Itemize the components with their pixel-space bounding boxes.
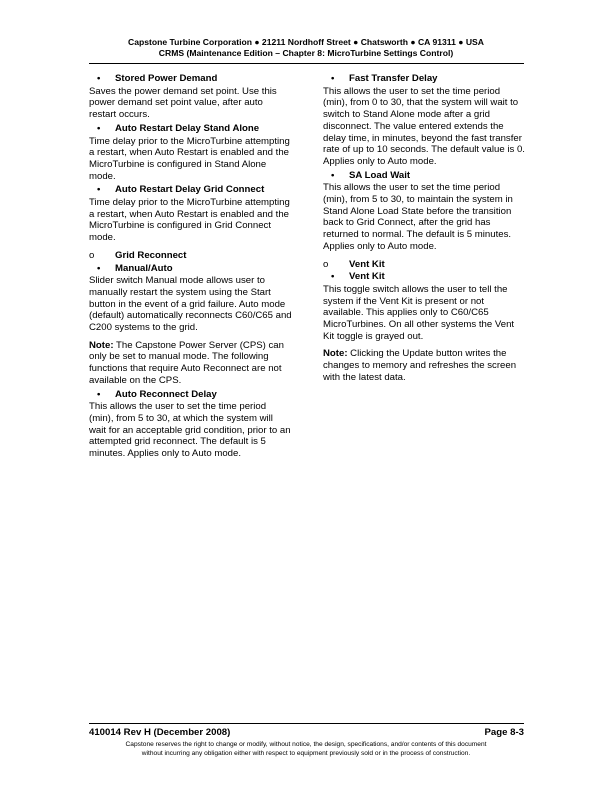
fast-transfer-delay-text: This allows the user to set the time period (min), from 0 to 30, that the system will wait to switch to Stand Alone mode after a grid disconnect. The value entered extends the delay time, in minutes, beyond the fast transfer rate of up to 10 seconds. The default value is 0. Applies only to Auto mode. xyxy=(323,85,525,167)
bullet-icon: • xyxy=(331,169,335,181)
circle-bullet-icon: o xyxy=(89,249,95,261)
right-note xyxy=(323,348,525,383)
heading-text: Stored Power Demand xyxy=(115,73,218,84)
left-column xyxy=(89,73,292,466)
bullet-icon: • xyxy=(97,122,101,134)
heading-auto-reconnect-delay xyxy=(89,389,292,401)
heading-text: Auto Restart Delay Stand Alone xyxy=(115,122,260,134)
bullet-icon: • xyxy=(97,184,101,196)
bullet-icon: • xyxy=(97,262,101,274)
heading-fast-transfer-delay xyxy=(323,73,525,85)
auto-restart-grid-connect-text: Time delay prior to the MicroTurbine attempting a restart, when Auto Restart is enabled and the MicroTurbine is configured in Grid Connect mode. xyxy=(89,197,290,244)
heading-text: SA Load Wait xyxy=(349,169,411,181)
auto-reconnect-delay-text: This allows the user to set the time period (min), from 5 to 30, at which the system will wait for an acceptable grid condition, prior to an attempted grid reconnect. The default is 5 minutes. Applies only to Auto mode. xyxy=(89,401,291,460)
stored-power-demand-text: Saves the power demand set point. Use this power demand set point value, after auto restart occurs. xyxy=(89,85,277,121)
bullet-icon: • xyxy=(97,73,101,84)
vent-kit-text: This toggle switch allows the user to tell the system if the Vent Kit is present or not available. This applies only to C60/C65 MicroTurbines. On all other systems the Vent Kit toggle is grayed out. xyxy=(323,283,515,342)
heading-text: Auto Restart Delay Grid Connect xyxy=(115,184,265,196)
note-text: The Capstone Power Server (CPS) can only be set to manual mode. The following functions that require Auto Reconnect are not available on the CPS. xyxy=(89,339,284,386)
heading-text: Auto Reconnect Delay xyxy=(115,388,217,400)
left-note xyxy=(89,340,292,387)
bullet-icon: • xyxy=(331,271,335,283)
document-id: 410014 Rev H (December 2008) xyxy=(89,727,231,738)
heading-text: Vent Kit xyxy=(349,271,385,283)
heading-vent-kit-section xyxy=(323,259,525,271)
heading-auto-restart-stand-alone xyxy=(89,123,292,135)
footer-rule xyxy=(89,723,524,724)
heading-auto-restart-grid-connect xyxy=(89,184,292,196)
heading-grid-reconnect xyxy=(89,250,292,262)
page-header xyxy=(0,37,612,59)
note-label: Note: xyxy=(323,348,348,360)
manual-auto-text: Slider switch Manual mode allows user to manually restart the system using the Start button in the event of a grid failure. Auto mode (default) automatically reconnects C60/C65 and C200 systems to the grid. xyxy=(89,275,292,334)
auto-restart-stand-alone-text: Time delay prior to the MicroTurbine attempting a restart, when Auto Restart is enabled and the MicroTurbine is configured in Stand Alone mode. xyxy=(89,135,290,182)
sa-load-wait-text: This allows the user to set the time period (min), from 5 to 30, to maintain the system in Stand Alone Load State before the transition back to Grid Connect, after the grid has returned to normal. The default is 5 minutes. Applies only to Auto mode. xyxy=(323,182,513,252)
disclaimer-line-1: Capstone reserves the right to change or modify, without notice, the design, specifications, and/or contents of this document xyxy=(125,741,487,748)
header-chapter: CRMS (Maintenance Edition – Chapter 8: MicroTurbine Settings Control) xyxy=(158,48,454,58)
right-column xyxy=(323,73,525,390)
heading-manual-auto xyxy=(89,263,292,275)
bullet-icon: • xyxy=(97,388,101,400)
header-address: Capstone Turbine Corporation ● 21211 Nordhoff Street ● Chatsworth ● CA 91311 ● USA xyxy=(128,37,484,47)
heading-text: Fast Transfer Delay xyxy=(349,73,438,84)
heading-stored-power-demand xyxy=(89,73,292,85)
heading-sa-load-wait xyxy=(323,170,525,182)
heading-text: Vent Kit xyxy=(349,258,385,270)
disclaimer-line-2: without incurring any obligation either with respect to equipment previously sold or in the process of construction. xyxy=(141,750,471,757)
bullet-icon: • xyxy=(331,73,335,84)
circle-bullet-icon: o xyxy=(323,258,329,270)
heading-text: Grid Reconnect xyxy=(115,249,187,261)
heading-vent-kit xyxy=(323,271,525,283)
note-label: Note: xyxy=(89,339,114,351)
heading-text: Manual/Auto xyxy=(115,262,173,274)
footer-disclaimer xyxy=(0,740,612,758)
note-text: Clicking the Update button writes the changes to memory and refreshes the screen with the latest data. xyxy=(323,348,517,383)
page-number: Page 8-3 xyxy=(484,727,524,738)
header-rule xyxy=(89,63,524,64)
